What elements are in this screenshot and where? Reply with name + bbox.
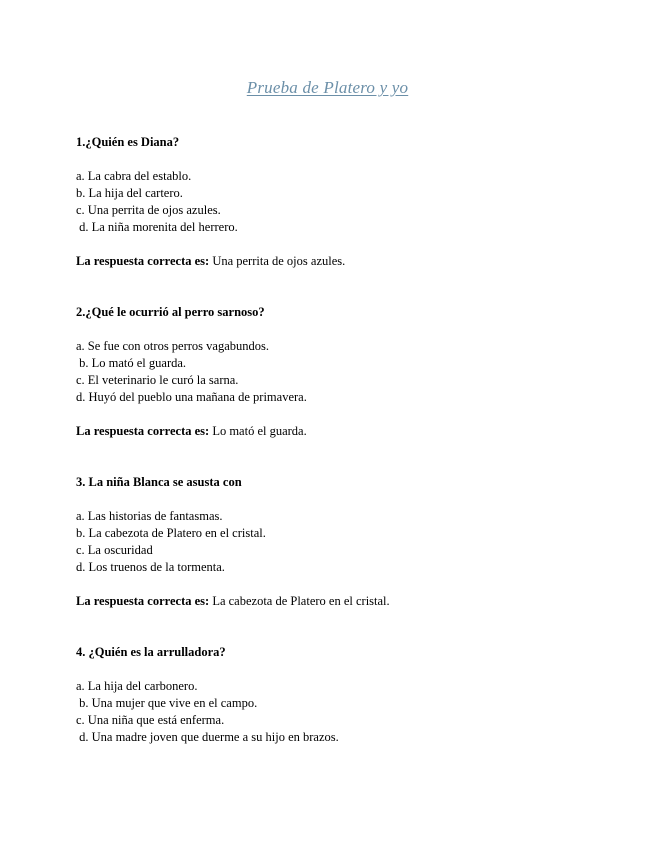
question-block-4 [76, 644, 596, 746]
option-a: a. La cabra del establo. [76, 169, 192, 183]
option-b: b. La hija del cartero. [76, 186, 183, 200]
question-block-2 [76, 304, 596, 440]
answer-line [76, 253, 596, 270]
option-c: c. Una perrita de ojos azules. [76, 203, 221, 217]
question-block-3 [76, 474, 596, 610]
option-b: b. La cabezota de Platero en el cristal. [76, 526, 266, 540]
option-d: d. Huyó del pueblo una mañana de primavera. [76, 390, 307, 404]
option-d: d. Una madre joven que duerme a su hijo en brazos. [76, 730, 339, 744]
answer-value: La cabezota de Platero en el cristal. [212, 594, 390, 608]
options-list [76, 508, 596, 576]
question-text: 1.¿Quién es Diana? [76, 135, 180, 149]
answer-label: La respuesta correcta es: [76, 594, 210, 608]
option-b: b. Lo mató el guarda. [76, 356, 187, 370]
option-b: b. Una mujer que vive en el campo. [76, 696, 258, 710]
option-c: c. El veterinario le curó la sarna. [76, 373, 239, 387]
question-text: 4. ¿Quién es la arrulladora? [76, 645, 226, 659]
options-list [76, 168, 596, 236]
answer-line [76, 423, 596, 440]
question-block-1 [76, 134, 596, 270]
question-text: 2.¿Qué le ocurrió al perro sarnoso? [76, 305, 265, 319]
option-d: d. La niña morenita del herrero. [76, 220, 238, 234]
option-a: a. La hija del carbonero. [76, 679, 198, 693]
options-list [76, 678, 596, 746]
option-c: c. Una niña que está enferma. [76, 713, 225, 727]
document-title: Prueba de Platero y yo [246, 78, 409, 97]
option-a: a. Las historias de fantasmas. [76, 509, 223, 523]
question-text: 3. La niña Blanca se asusta con [76, 475, 242, 489]
answer-line [76, 593, 596, 610]
option-d: d. Los truenos de la tormenta. [76, 560, 225, 574]
option-a: a. Se fue con otros perros vagabundos. [76, 339, 270, 353]
option-c: c. La oscuridad [76, 543, 153, 557]
answer-label: La respuesta correcta es: [76, 424, 210, 438]
answer-value: Lo mató el guarda. [212, 424, 307, 438]
options-list [76, 338, 596, 406]
answer-label: La respuesta correcta es: [76, 254, 210, 268]
answer-value: Una perrita de ojos azules. [212, 254, 346, 268]
